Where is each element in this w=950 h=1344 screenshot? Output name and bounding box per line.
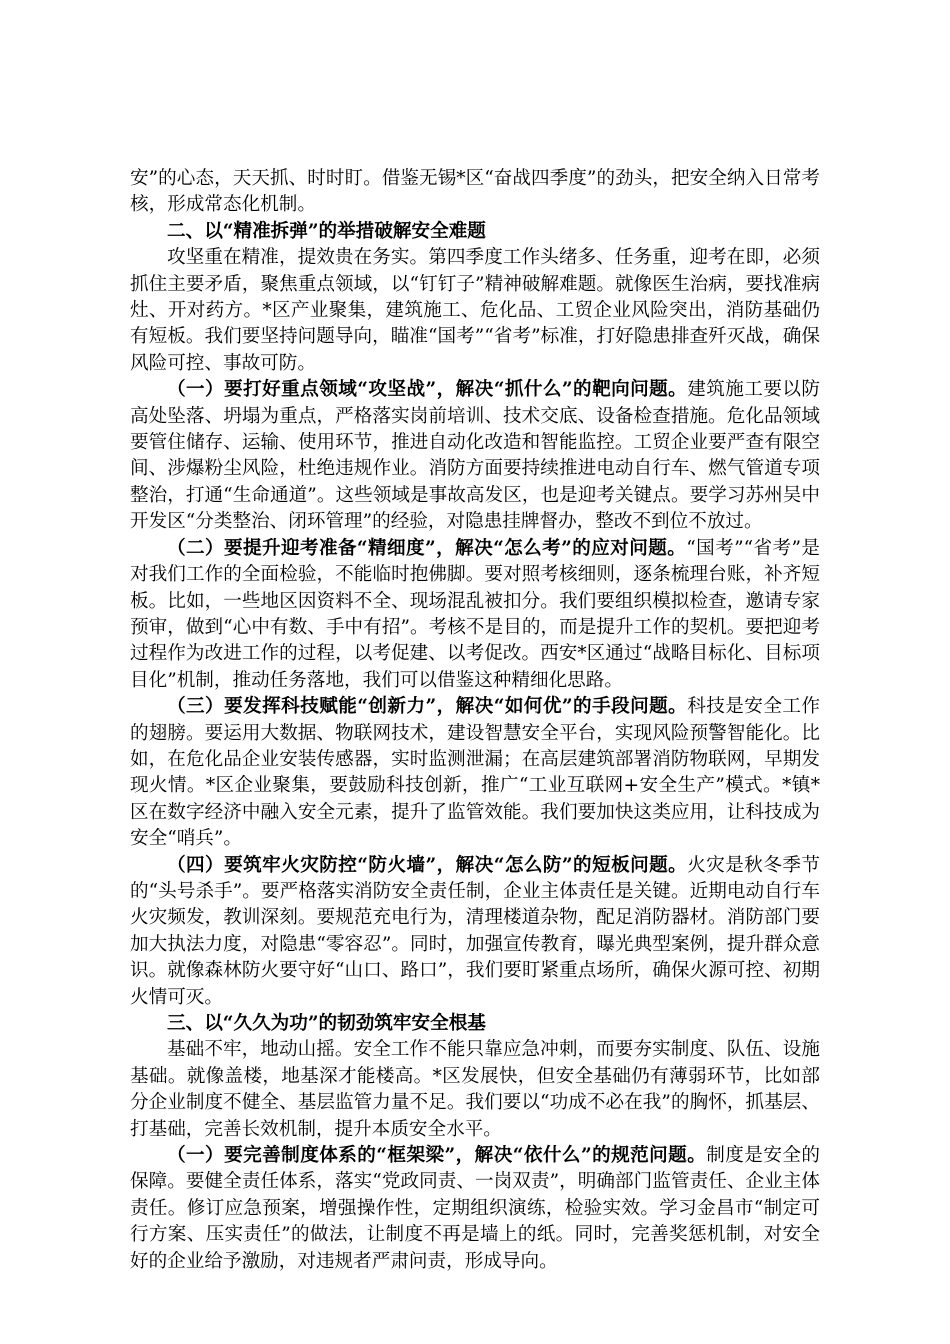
subsection-2 — [130, 536, 820, 694]
subsection-3-body: 科技是安全工作的翅膀。要运用大数据、物联网技术，建设智慧安全平台，实现风险预警智能化。比如，在危化品企业安装传感器，实时监测泄漏；在高层建筑部署消防物联网，早期发现火情。*区企业聚集，要鼓励科技创新，推广“工业互联网+安全生产”模式。*镇*区在数字经济中融入安全元素，提升了监管效能。我们要加快这类应用，让科技成为安全“哨兵”。 — [130, 696, 820, 850]
document-body — [130, 166, 820, 1275]
subsection-1 — [130, 377, 820, 535]
subsection-5-heading: （一）要完善制度体系的“框架梁”，解决“依什么”的规范问题。 — [167, 1145, 707, 1167]
subsection-1-heading: （一）要打好重点领域“攻坚战”，解决“抓什么”的靶向问题。 — [167, 379, 688, 401]
subsection-4-body: 火灾是秋冬季节的“头号杀手”。要严格落实消防安全责任制，企业主体责任是关键。近期电动自行车火灾频发，教训深刻。要规范充电行为，清理楼道杂物，配足消防器材。消防部门要加大执法力度，对隐患“零容忍”。同时，加强宣传教育，曝光典型案例，提升群众意识。就像森林防火要守好“山口、路口”，我们要盯紧重点场所，确保火源可控、初期火情可灭。 — [130, 854, 820, 1008]
paragraph-section-3-intro: 基础不牢，地动山摇。安全工作不能只靠应急冲刺，而要夯实制度、队伍、设施基础。就像盖楼，地基深才能楼高。*区发展快，但安全基础仍有薄弱环节，比如部分企业制度不健全、基层监管力量不足。我们要以“功成不必在我”的胸怀，抓基层、打基础，完善长效机制，提升本质安全水平。 — [130, 1039, 820, 1140]
subsection-3 — [130, 694, 820, 852]
subsection-3-heading: （三）要发挥科技赋能“创新力”，解决“如何优”的手段问题。 — [167, 696, 688, 718]
subsection-1-body: 建筑施工要以防高处坠落、坍塌为重点，严格落实岗前培训、技术交底、设备检查措施。危化品领域要管住储存、运输、使用环节，推进自动化改造和智能监控。工贸企业要严查有限空间、涉爆粉尘风险，杜绝违规作业。消防方面要持续推进电动自行车、燃气管道专项整治，打通“生命通道”。这些领域是事故高发区，也是迎考关键点。要学习苏州吴中开发区“分类整治、闭环管理”的经验，对隐患挂牌督办，整改不到位不放过。 — [130, 379, 820, 533]
section-heading-3: 三、以“久久为功”的韧劲筑牢安全根基 — [167, 1013, 486, 1034]
subsection-4 — [130, 853, 820, 1011]
subsection-5-body: 制度是安全的保障。要健全责任体系，落实“党政同责、一岗双责”，明确部门监管责任、企业主体责任。修订应急预案，增强操作性，定期组织演练，检验实效。学习金昌市“制定可行方案、压实责任”的做法，让制度不再是墙上的纸。同时，完善奖惩机制，对安全好的企业给予激励，对违规者严肃问责，形成导向。 — [130, 1145, 820, 1272]
section-heading-2: 二、以“精准拆弹”的举措破解安全难题 — [167, 220, 486, 242]
subsection-5 — [130, 1143, 820, 1275]
subsection-2-body: “国考”“省考”是对我们工作的全面检验，不能临时抱佛脚。要对照考核细则，逐条梳理台账，补齐短板。比如，一些地区因资料不全、现场混乱被扣分。我们要组织模拟检查，邀请专家预审，做到“心中有数、手中有招”。考核不是目的，而是提升工作的契机。要把迎考过程作为改进工作的过程，以考促建、以考促改。西安*区通过“战略目标化、目标项目化”机制，推动任务落地，我们可以借鉴这种精细化思路。 — [130, 537, 820, 691]
subsection-2-heading: （二）要提升迎考准备“精细度”，解决“怎么考”的应对问题。 — [167, 537, 687, 559]
paragraph-section-2-intro: 攻坚重在精准，提效贵在务实。第四季度工作头绪多、任务重，迎考在即，必须抓住主要矛盾，聚焦重点领域，以“钉钉子”精神破解难题。就像医生治病，要找准病灶、开对药方。*区产业聚集，建筑施工、危化品、工贸企业风险突出，消防基础仍有短板。我们要坚持问题导向，瞄准“国考”“省考”标准，打好隐患排查歼灭战，确保风险可控、事故可防。 — [130, 247, 820, 374]
subsection-4-heading: （四）要筑牢火灾防控“防火墙”，解决“怎么防”的短板问题。 — [167, 854, 688, 876]
paragraph-continuation: 安”的心态，天天抓、时时盯。借鉴无锡*区“奋战四季度”的劲头，把安全纳入日常考核，形成常态化机制。 — [130, 168, 820, 216]
